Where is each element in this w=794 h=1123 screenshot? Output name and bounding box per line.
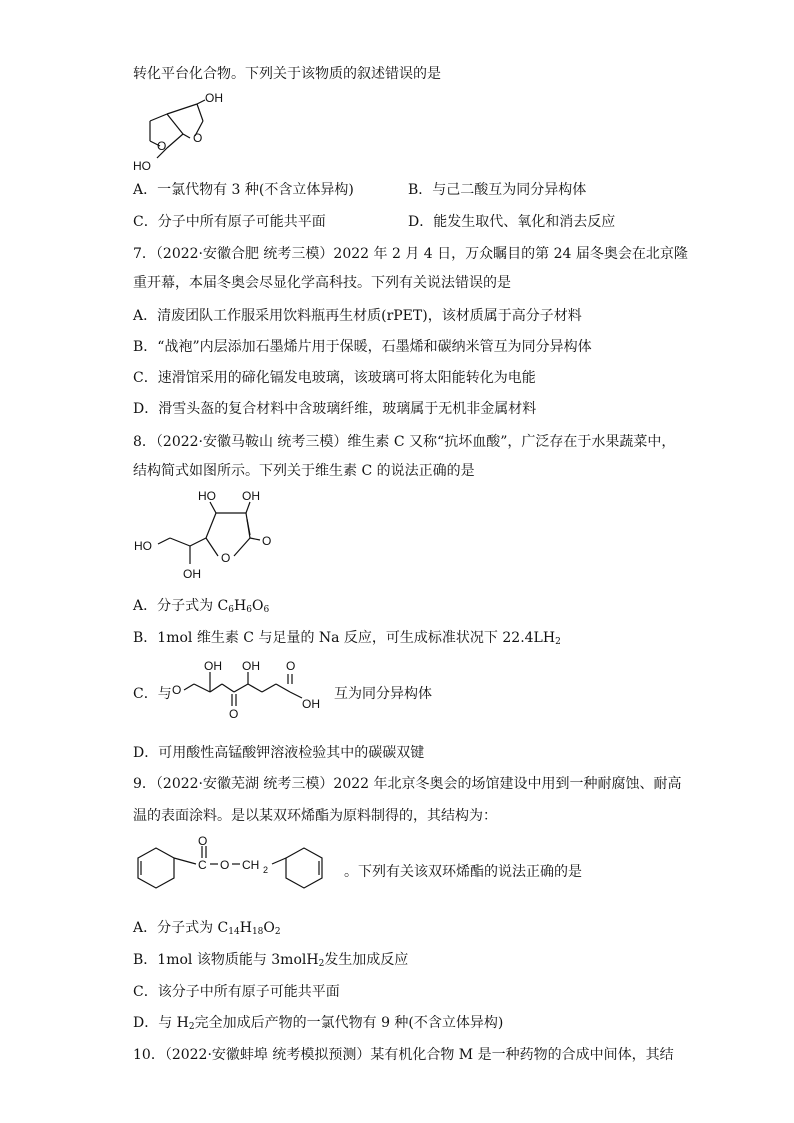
q9-ch-sub: 2: [263, 865, 269, 875]
q9-o-carbonyl: O: [198, 834, 208, 848]
q9-o-ester: O: [220, 858, 230, 872]
q7-line1: 7．（2022·安徽合肥 统考三模）2022 年 2 月 4 日，万众瞩目的第 24 届冬奥会在北京隆: [133, 246, 688, 262]
q8-oh-bottom-label: OH: [183, 567, 201, 581]
q6-option-a: A．一氯代物有 3 种(不含立体异构): [133, 182, 354, 198]
q6-ho-label: HO: [133, 159, 151, 173]
q6-ring-o-left: O: [157, 139, 167, 153]
q8-line2: 结构简式如图所示。下列关于维生素 C 的说法正确的是: [133, 463, 475, 479]
q8-keto-o-label: O: [262, 534, 272, 548]
q6-ring-o-right: O: [193, 131, 203, 145]
q7-option-b: B．“战袍”内层添加石墨烯片用于保暖，石墨烯和碳纳米管互为同分异构体: [133, 339, 592, 355]
q6-structure-isosorbide: [125, 86, 235, 176]
q8-option-d: D．可用酸性高锰酸钾溶液检验其中的碳碳双键: [133, 745, 425, 761]
q8-ho-top-label: HO: [198, 489, 216, 503]
q7-option-d: D．滑雪头盔的复合材料中含玻璃纤维，玻璃属于无机非金属材料: [133, 401, 537, 417]
q9-option-a: A．分子式为 $C_{14}H_{18}O_2$: [133, 920, 281, 937]
q8-oh-top-label: OH: [242, 489, 260, 503]
q8-option-c-suffix: 互为同分异构体: [334, 686, 432, 702]
q8-structure-vitamin-c: [128, 488, 288, 588]
q8-ring-o-label: O: [221, 551, 231, 565]
q6-option-d: D．能发生取代、氧化和消去反应: [408, 214, 616, 230]
q9-ch-label: CH: [242, 858, 260, 872]
q9-option-c: C．该分子中所有原子可能共平面: [133, 984, 340, 1000]
q8-optc-o-acid: O: [286, 659, 296, 673]
q9-line2: 温的表面涂料。是以某双环烯酯为原料制得的，其结构为：: [133, 808, 497, 824]
q8-option-b: B．1mol 维生素 C 与足量的 Na 反应，可生成标准状况下 $22.4LH_2$: [133, 630, 561, 647]
q9-structure-bicyclic-ester: [130, 834, 345, 900]
q9-c-label: C: [198, 858, 207, 872]
q8-optc-o-ketone: O: [229, 707, 239, 720]
q6-stem-tail: 转化平台化合物。下列关于该物质的叙述错误的是: [133, 66, 441, 82]
q6-oh-label: OH: [205, 91, 223, 105]
q6-option-c: C．分子中所有原子可能共平面: [133, 214, 326, 230]
q9-line1: 9．（2022·安徽芜湖 统考三模）2022 年北京冬奥会的场馆建设中用到一种耐腐蚀、耐高: [133, 776, 682, 792]
q8-option-c-prefix: C．与: [133, 686, 172, 702]
q8-line1: 8．（2022·安徽马鞍山 统考三模）维生素 C 又称“抗坏血酸”，广泛存在于水果蔬菜中，: [133, 434, 676, 450]
q8-optc-oh1: OH: [204, 659, 222, 673]
q8-option-a: A．分子式为 $C_6H_6O_6$: [133, 598, 270, 615]
q8-optc-oh-acid: OH: [302, 697, 320, 711]
q8-option-c-structure: [168, 656, 338, 720]
q8-ho-left-label: HO: [134, 539, 152, 553]
q6-option-b: B．与己二酸互为同分异构体: [408, 182, 587, 198]
q9-option-b: B．1mol 该物质能与 3molH$_2$发生加成反应: [133, 952, 409, 969]
q9-structure-suffix: 。下列有关该双环烯酯的说法正确的是: [344, 864, 582, 880]
q8-optc-o-aldehyde: O: [172, 683, 182, 697]
q7-option-c: C．速滑馆采用的碲化镉发电玻璃，该玻璃可将太阳能转化为电能: [133, 370, 536, 386]
q8-optc-oh2: OH: [242, 659, 260, 673]
q9-option-d: D．与 $H_2$完全加成后产物的一氯代物有 9 种(不含立体异构): [133, 1015, 504, 1032]
q7-option-a: A．清废团队工作服采用饮料瓶再生材质(rPET)，该材质属于高分子材料: [133, 308, 582, 324]
q7-line2: 重开幕，本届冬奥会尽显化学高科技。下列有关说法错误的是: [133, 275, 511, 291]
q10-line1: 10．（2022·安徽蚌埠 统考模拟预测）某有机化合物 M 是一种药物的合成中间体，其结: [133, 1047, 674, 1063]
